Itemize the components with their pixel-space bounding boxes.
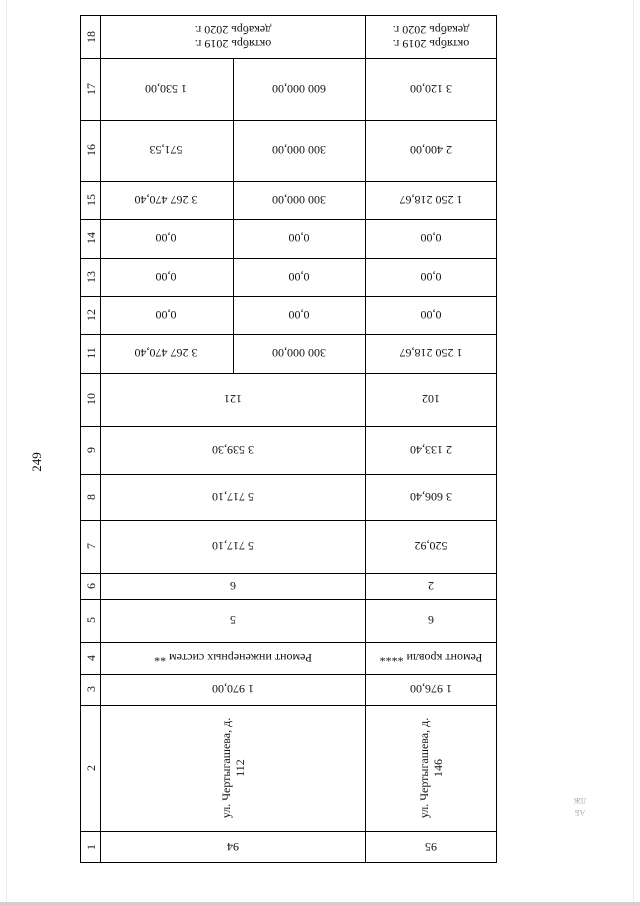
- col-header-15: 15: [84, 194, 98, 206]
- row94-number: 94: [227, 840, 239, 854]
- row94-c7: 5 717,10: [212, 539, 254, 553]
- row95-c17: 3 120,00: [410, 82, 452, 96]
- col-header-12: 12: [84, 309, 98, 321]
- row95-period-start: октябрь 2019 г.: [392, 37, 470, 51]
- row94-period-start: октябрь 2019 г.: [194, 37, 272, 51]
- row94-c10: 121: [224, 392, 242, 406]
- col-header-16: 16: [84, 144, 98, 156]
- row94-c11a: 3 267 470,40: [134, 346, 198, 360]
- row95-c3: 1 976,00: [410, 682, 452, 696]
- col-header-7: 7: [84, 543, 98, 549]
- row94-c9: 3 539,30: [212, 443, 254, 457]
- col-header-17: 17: [84, 83, 98, 95]
- col-header-6: 6: [84, 583, 98, 589]
- col-header-9: 9: [84, 447, 98, 453]
- page-stamp: АБ ЛЖ: [573, 796, 587, 817]
- row94-address: ул. Чертыгашева, д. 112: [219, 717, 247, 819]
- row94-c14b: 0,00: [288, 231, 310, 245]
- row95-c6: 2: [428, 579, 434, 593]
- col-header-2: 2: [84, 765, 98, 771]
- page-number: 249: [29, 452, 44, 472]
- row94-c14a: 0,00: [155, 231, 177, 245]
- page-margin-left: [6, 0, 7, 905]
- col-header-3: 3: [84, 686, 98, 692]
- row95-c10: 102: [422, 392, 440, 406]
- row95-period-end: декабрь 2020 г.: [392, 23, 470, 37]
- row95-c9: 2 133,40: [410, 443, 452, 457]
- page-margin-right: [633, 0, 634, 905]
- col-header-8: 8: [84, 494, 98, 500]
- row94-c6: 6: [230, 579, 236, 593]
- row95-number: 95: [425, 840, 437, 854]
- row95-c16: 2 400,00: [410, 143, 452, 157]
- col-header-4: 4: [84, 655, 98, 661]
- row94-c13b: 0,00: [288, 270, 310, 284]
- row94-c12a: 0,00: [155, 308, 177, 322]
- row94-c16a: 571,53: [149, 143, 183, 157]
- row94-c17a: 1 530,00: [145, 82, 187, 96]
- row94-c8: 5 717,10: [212, 490, 254, 504]
- row94-c13a: 0,00: [155, 270, 177, 284]
- col-header-13: 13: [84, 271, 98, 283]
- row95-c4: Ремонт кровли ****: [379, 651, 483, 665]
- col-header-5: 5: [84, 617, 98, 623]
- row94-c16b: 300 000,00: [272, 143, 326, 157]
- col-header-10: 10: [84, 393, 98, 405]
- row95-c15: 1 250 218,67: [399, 193, 463, 207]
- row95-c5: 6: [428, 613, 434, 627]
- row94-c17b: 600 000,00: [272, 82, 326, 96]
- row94-c15b: 300 000,00: [272, 193, 326, 207]
- row95-c12: 0,00: [420, 308, 442, 322]
- row94-c5: 5: [230, 613, 236, 627]
- row94-c4: Ремонт инженерных систем **: [154, 651, 312, 665]
- col-header-11: 11: [84, 347, 98, 359]
- col-header-1: 1: [84, 844, 98, 850]
- col-header-18: 18: [84, 31, 98, 43]
- row94-c3: 1 970,00: [212, 682, 254, 696]
- row95-c8: 3 606,40: [410, 490, 452, 504]
- register-table: [80, 15, 497, 863]
- row95-address: ул. Чертыгашева, д. 146: [417, 717, 445, 819]
- row94-c12b: 0,00: [288, 308, 310, 322]
- row94-period-end: декабрь 2020 г.: [194, 23, 272, 37]
- row95-c11: 1 250 218,67: [399, 346, 463, 360]
- row95-c14: 0,00: [420, 231, 442, 245]
- row95-c7: 520,92: [414, 539, 448, 553]
- row94-c15a: 3 267 470,40: [134, 193, 198, 207]
- row95-c13: 0,00: [420, 270, 442, 284]
- col-header-14: 14: [84, 232, 98, 244]
- row94-c11b: 300 000,00: [272, 346, 326, 360]
